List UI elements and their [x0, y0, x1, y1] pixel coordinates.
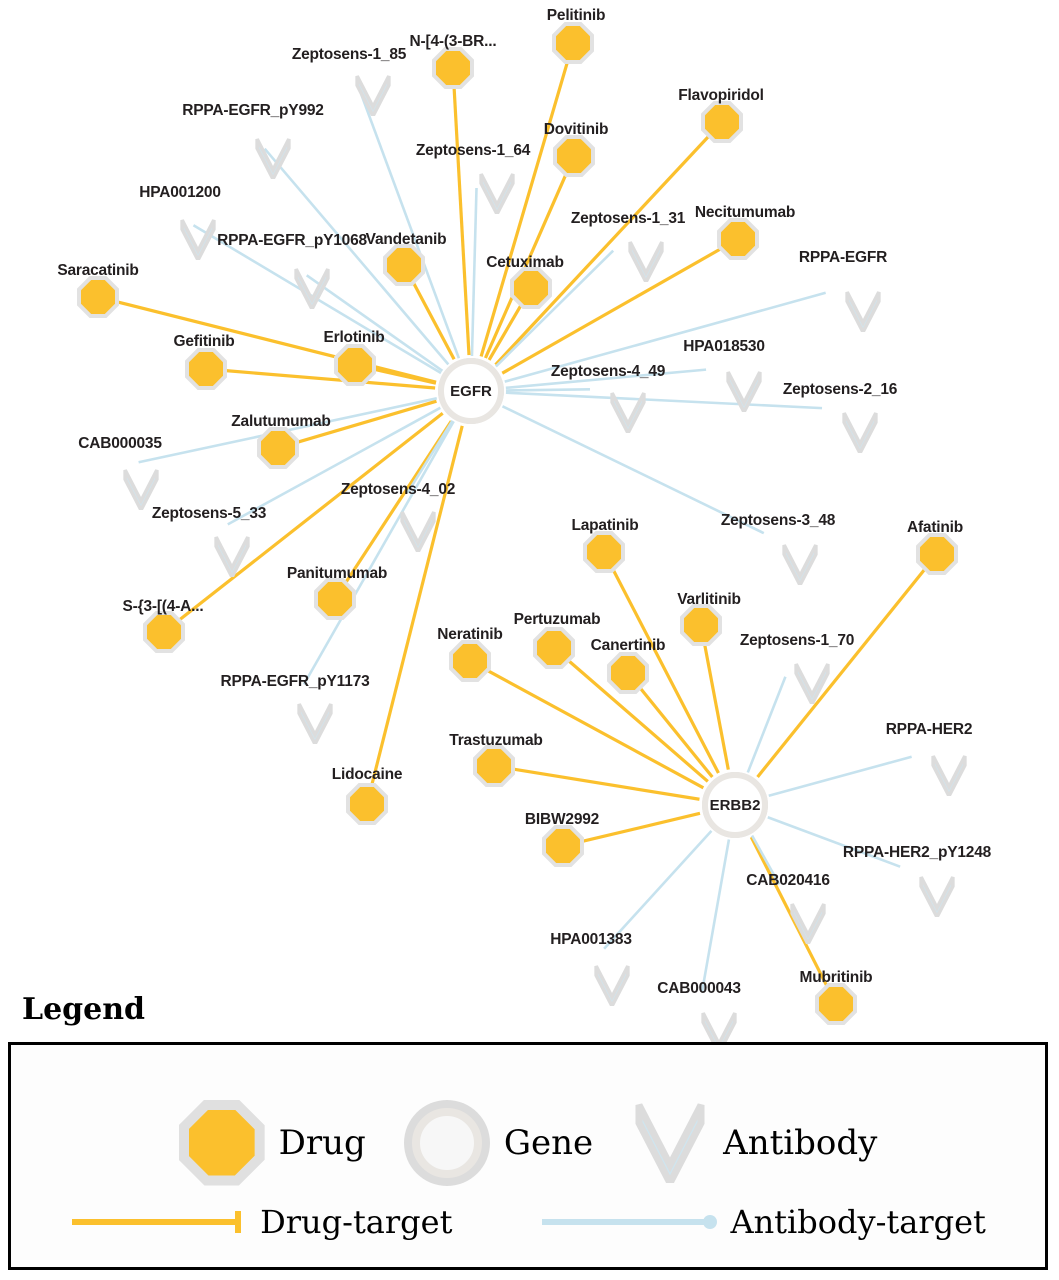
drug-label: Canertinib	[590, 637, 666, 654]
drug-icon	[179, 1100, 265, 1186]
drug-icon	[553, 135, 595, 177]
drug-node[interactable]	[701, 101, 743, 143]
antibody-label: RPPA-EGFR	[798, 249, 888, 266]
antibody-label: RPPA-HER2_pY1248	[842, 844, 992, 861]
edge-drug-target	[346, 421, 451, 582]
drug-icon	[533, 627, 575, 669]
drug-icon	[552, 22, 594, 64]
drug-label: Saracatinib	[57, 262, 139, 279]
drug-icon	[680, 604, 722, 646]
drug-node[interactable]	[542, 825, 584, 867]
antibody-label: CAB000043	[657, 980, 741, 997]
antibody-label: Zeptosens-1_64	[415, 142, 531, 159]
drug-label: Afatinib	[906, 519, 964, 536]
gene-icon	[702, 772, 768, 838]
drug-label: Erlotinib	[323, 329, 385, 346]
drug-label: Cetuximab	[486, 254, 564, 271]
drug-node[interactable]	[717, 218, 759, 260]
edge-antibody-target	[769, 757, 912, 796]
drug-node[interactable]	[533, 627, 575, 669]
drug-icon	[314, 578, 356, 620]
drug-icon	[432, 47, 474, 89]
drug-icon	[383, 244, 425, 286]
edge-antibody-target	[472, 188, 477, 356]
drug-icon	[473, 745, 515, 787]
antibody-label: HPA001383	[550, 931, 632, 948]
gene-label: EGFR	[450, 382, 492, 400]
drug-node[interactable]	[185, 348, 227, 390]
drug-icon	[542, 825, 584, 867]
drug-node[interactable]	[473, 745, 515, 787]
drug-icon	[334, 344, 376, 386]
drug-node[interactable]	[916, 533, 958, 575]
gene-label: ERBB2	[709, 796, 761, 814]
antibody-label: Zeptosens-1_31	[570, 210, 686, 227]
antibody-label: HPA001200	[139, 184, 221, 201]
antibody-target-edge-icon	[540, 1209, 720, 1235]
legend-label-drug: Drug	[278, 1122, 366, 1163]
drug-target-edge-icon	[70, 1209, 250, 1235]
drug-icon	[717, 218, 759, 260]
legend-title: Legend	[22, 992, 146, 1027]
drug-node[interactable]	[510, 267, 552, 309]
drug-node[interactable]	[815, 983, 857, 1025]
drug-icon	[143, 611, 185, 653]
antibody-label: RPPA-HER2	[885, 721, 973, 738]
edge-antibody-target	[702, 839, 729, 991]
gene-node[interactable]	[438, 358, 504, 424]
antibody-label: Zeptosens-3_48	[720, 512, 836, 529]
drug-icon	[346, 783, 388, 825]
drug-icon	[701, 101, 743, 143]
drug-icon	[510, 267, 552, 309]
drug-icon	[607, 652, 649, 694]
drug-label: Lapatinib	[571, 517, 639, 534]
gene-node[interactable]	[702, 772, 768, 838]
drug-label: Neratinib	[437, 626, 503, 643]
antibody-label: Zeptosens-1_85	[291, 46, 407, 63]
drug-label: N-[4-(3-BR...	[409, 33, 497, 50]
drug-node[interactable]	[257, 427, 299, 469]
drug-label: Zalutumumab	[231, 413, 331, 430]
antibody-label: HPA018530	[683, 338, 765, 355]
legend-box	[8, 1042, 1048, 1270]
drug-node[interactable]	[583, 531, 625, 573]
drug-node[interactable]	[143, 611, 185, 653]
antibody-label: Zeptosens-4_49	[550, 363, 666, 380]
edge-antibody-target	[506, 389, 590, 390]
legend-label-antibody-target: Antibody-target	[730, 1203, 986, 1241]
drug-icon	[815, 983, 857, 1025]
legend-label-drug-target: Drug-target	[260, 1203, 453, 1241]
antibody-label: CAB000035	[78, 435, 162, 452]
drug-label: S-{3-[(4-A...	[122, 598, 204, 615]
drug-label: Mubritinib	[799, 969, 873, 986]
drug-label: BIBW2992	[524, 811, 600, 828]
drug-label: Panitumumab	[286, 565, 388, 582]
antibody-label: RPPA-EGFR_pY1173	[220, 673, 370, 690]
drug-icon	[583, 531, 625, 573]
drug-label: Lidocaine	[331, 766, 403, 783]
antibody-label: CAB020416	[746, 872, 830, 889]
drug-icon	[185, 348, 227, 390]
antibody-icon	[631, 1097, 709, 1188]
antibody-label: Zeptosens-4_02	[340, 481, 456, 498]
edge-antibody-target	[506, 393, 822, 408]
drug-label: Vandetanib	[365, 231, 447, 248]
drug-icon	[916, 533, 958, 575]
drug-label: Dovitinib	[543, 121, 609, 138]
drug-node[interactable]	[607, 652, 649, 694]
legend-item-drug-target	[70, 1203, 452, 1241]
drug-node[interactable]	[553, 135, 595, 177]
edge-drug-target	[496, 137, 709, 365]
edge-drug-target	[375, 369, 436, 383]
drug-label: Flavopiridol	[678, 87, 764, 104]
edge-drug-target	[454, 88, 469, 355]
edge-antibody-target	[748, 677, 786, 773]
drug-icon	[257, 427, 299, 469]
edge-drug-target	[514, 769, 700, 799]
legend-label-gene: Gene	[503, 1122, 594, 1163]
legend-item-gene	[404, 1100, 593, 1186]
antibody-label: Zeptosens-1_70	[739, 632, 855, 649]
antibody-label: Zeptosens-2_16	[782, 381, 898, 398]
legend-item-drug	[179, 1100, 366, 1186]
drug-label: Trastuzumab	[449, 732, 543, 749]
edge-drug-target	[758, 570, 925, 777]
drug-node[interactable]	[432, 47, 474, 89]
antibody-label: RPPA-EGFR_pY1068	[217, 232, 367, 249]
edge-drug-target	[582, 813, 700, 841]
legend-label-antibody: Antibody	[723, 1122, 878, 1163]
drug-node[interactable]	[346, 783, 388, 825]
drug-icon	[77, 276, 119, 318]
drug-node[interactable]	[680, 604, 722, 646]
drug-label: Pertuzumab	[513, 611, 601, 628]
gene-icon	[438, 358, 504, 424]
drug-node[interactable]	[334, 344, 376, 386]
drug-label: Varlitinib	[677, 591, 741, 608]
drug-node[interactable]	[552, 22, 594, 64]
gene-icon	[404, 1100, 490, 1186]
drug-label: Gefitinib	[173, 333, 235, 350]
antibody-label: Zeptosens-5_33	[151, 505, 267, 522]
drug-node[interactable]	[314, 578, 356, 620]
legend-item-antibody-target	[540, 1203, 985, 1241]
drug-node[interactable]	[77, 276, 119, 318]
legend-item-antibody	[631, 1097, 877, 1188]
antibody-label: RPPA-EGFR_pY992	[182, 102, 324, 119]
drug-icon	[449, 640, 491, 682]
drug-label: Necitumumab	[694, 204, 796, 221]
drug-node[interactable]	[383, 244, 425, 286]
drug-node[interactable]	[449, 640, 491, 682]
drug-label: Pelitinib	[546, 7, 606, 24]
